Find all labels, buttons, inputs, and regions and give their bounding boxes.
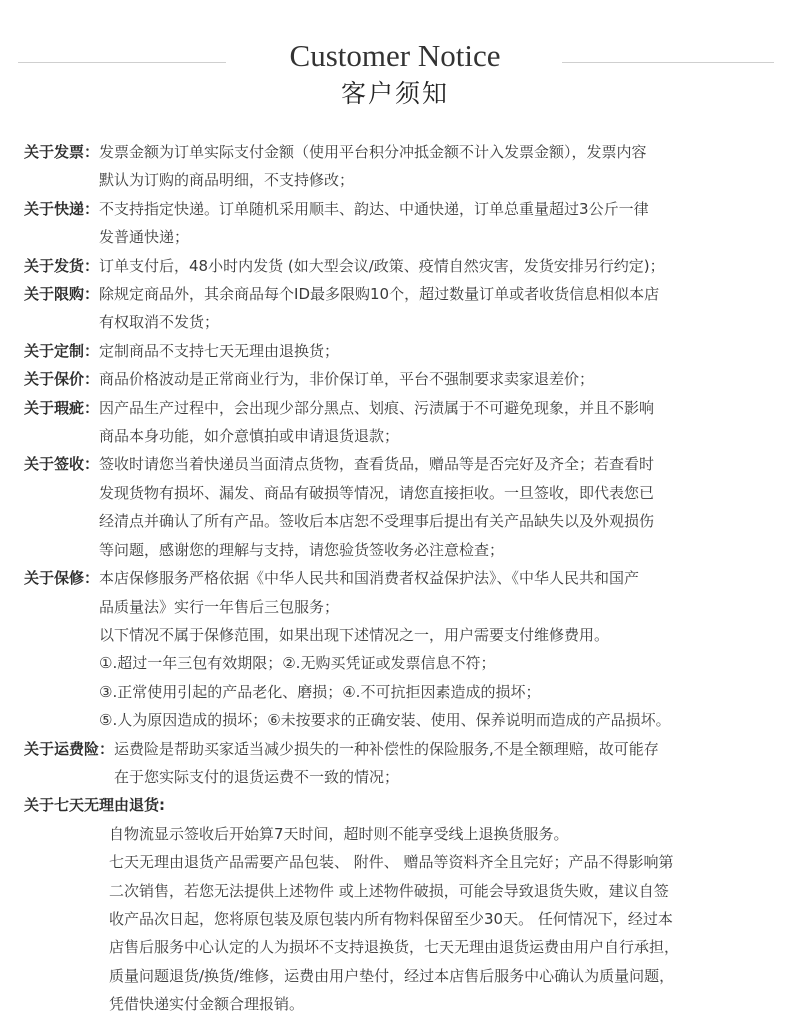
section-line: 因产品生产过程中，会出现少部分黑点、划痕、污渍属于不可避免现象，并且不影响 xyxy=(99,398,655,417)
return-policy-body xyxy=(24,820,774,1019)
section-line: 发票金额为订单实际支付金额（使用平台积分冲抵金额不计入发票金额），发票内容 xyxy=(99,143,647,161)
section-line: 商品价格波动是正常商业行为，非价保订单，平台不强制要求卖家退差价； xyxy=(99,370,595,389)
section-line: ①.超过一年三包有效期限；②.无购买凭证或发票信息不符； xyxy=(99,654,496,673)
section-line: 发普通快递； xyxy=(99,228,190,247)
section-body xyxy=(99,450,774,564)
section-line: 在于您实际支付的退货运费不一致的情况； xyxy=(114,767,400,786)
notice-section xyxy=(24,365,774,393)
section-line: 发现货物有损坏、漏发、商品有破损等情况，请您直接拒收。一旦签收，即代表您已 xyxy=(99,483,655,502)
notice-section xyxy=(24,337,774,365)
return-policy-title-row xyxy=(24,791,774,819)
section-label: 关于签收： xyxy=(24,455,100,474)
section-line: 签收时请您当着快递员当面清点货物，查看货品，赠品等是否完好及齐全；若查看时 xyxy=(99,455,655,474)
notice-section xyxy=(24,394,774,451)
section-label: 关于限购： xyxy=(24,285,100,304)
section-line: 运费险是帮助买家适当减少损失的一种补偿性的保险服务,不是全额理赔，故可能存 xyxy=(114,739,659,758)
section-label: 关于保修： xyxy=(24,569,100,588)
notice-sections xyxy=(24,138,774,791)
return-policy-line: 二次销售，若您无法提供上述物件 或上述物件破损，可能会导致退货失败，建议自签 xyxy=(109,881,669,900)
return-policy-label: 关于七天无理由退货: xyxy=(24,796,165,815)
section-line: 除规定商品外，其余商品每个ID最多限购10个，超过数量订单或者收货信息相似本店 xyxy=(99,285,660,304)
section-body xyxy=(99,280,774,337)
notice-section xyxy=(24,195,774,252)
notice-section xyxy=(24,450,774,564)
section-label: 关于定制： xyxy=(24,341,100,360)
section-body xyxy=(114,735,774,792)
notice-content xyxy=(24,138,774,1019)
section-body xyxy=(99,252,774,280)
section-line: ③.正常使用引起的产品老化、磨损；④.不可抗拒因素造成的损坏； xyxy=(99,682,541,701)
section-label: 关于发货： xyxy=(24,256,100,275)
notice-section xyxy=(24,735,774,792)
section-line: 品质量法》实行一年售后三包服务； xyxy=(99,597,340,616)
section-line: 本店保修服务严格依据《中华人民共和国消费者权益保护法》、《中华人民共和国产 xyxy=(99,569,640,588)
section-body xyxy=(99,564,774,734)
section-line: 订单支付后，48小时内发货 (如大型会议/政策、疫情自然灾害，发货安排另行约定)； xyxy=(99,256,665,275)
section-line: 有权取消不发货； xyxy=(99,313,220,332)
section-line: 等问题，感谢您的理解与支持，请您验货签收务必注意检查； xyxy=(99,540,505,559)
section-label: 关于瑕疵： xyxy=(24,398,100,417)
notice-section xyxy=(24,252,774,280)
section-label: 关于保价： xyxy=(24,370,100,389)
section-label: 关于快递： xyxy=(24,199,100,218)
section-line: 定制商品不支持七天无理由退换货； xyxy=(99,341,340,360)
return-policy-line: 七天无理由退货产品需要产品包装、 附件、 赠品等资料齐全且完好；产品不得影响第 xyxy=(109,853,674,872)
section-body xyxy=(99,365,774,393)
section-body xyxy=(99,337,774,365)
section-line: 商品本身功能，如介意慎拍或申请退货退款； xyxy=(99,427,400,446)
section-line: 以下情况不属于保修范围，如果出现下述情况之一，用户需要支付维修费用。 xyxy=(99,625,610,644)
section-label: 关于运费险： xyxy=(24,739,115,758)
return-policy-line: 质量问题退货/换货/维修，运费由用户垫付，经过本店售后服务中心确认为质量问题， xyxy=(109,966,675,985)
notice-section xyxy=(24,564,774,734)
section-body xyxy=(99,138,774,195)
section-line: 不支持指定快递。订单随机采用顺丰、韵达、中通快递，订单总重量超过3公斤一律 xyxy=(99,199,649,218)
section-line: 默认为订购的商品明细，不支持修改； xyxy=(99,171,355,190)
section-body xyxy=(99,394,774,451)
section-line: 经清点并确认了所有产品。签收后本店恕不受理事后提出有关产品缺失以及外观损伤 xyxy=(99,512,655,531)
title-chinese: 客户须知 xyxy=(340,79,449,108)
notice-section xyxy=(24,280,774,337)
return-policy-line: 收产品次日起，您将原包装及原包装内所有物料保留至少30天。 任何情况下，经过本 xyxy=(109,909,673,928)
return-policy-line: 凭借快递实付金额合理报销。 xyxy=(109,995,305,1014)
section-line: ⑤.人为原因造成的损坏；⑥未按要求的正确安装、使用、保养说明而造成的产品损坏。 xyxy=(99,711,671,730)
notice-header xyxy=(0,0,790,120)
return-policy-line: 店售后服务中心认定的人为损坏不支持退换货，七天无理由退货运费由用户自行承担， xyxy=(109,938,680,957)
section-label: 关于发票： xyxy=(24,143,100,161)
notice-section xyxy=(24,138,774,195)
return-policy-line: 自物流显示签收后开始算7天时间，超时则不能享受线上退换货服务。 xyxy=(109,824,569,843)
section-body xyxy=(99,195,774,252)
title-english: Customer Notice xyxy=(289,38,501,73)
